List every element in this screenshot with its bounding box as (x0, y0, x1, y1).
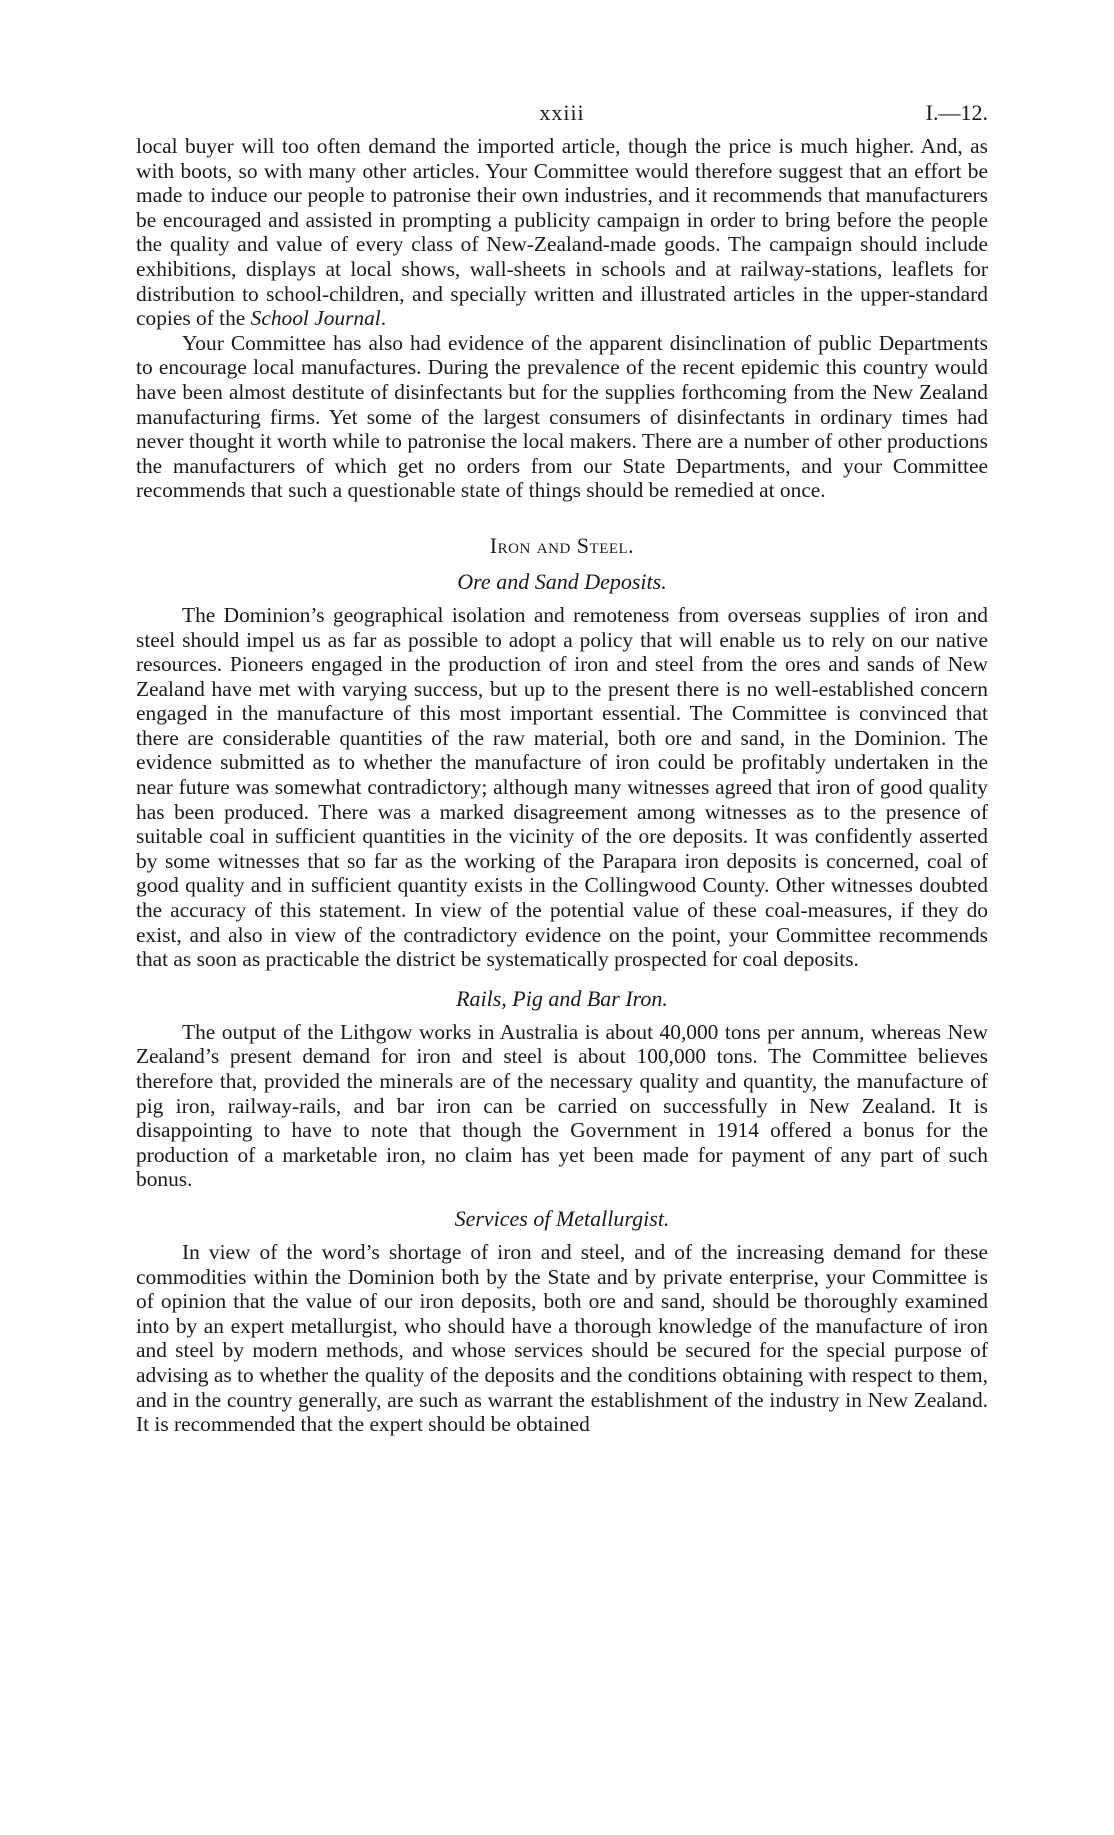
document-page (136, 100, 988, 1437)
subheading-metallurgist: Services of Metallurgist. (454, 1205, 670, 1231)
journal-title: School Journal (250, 306, 381, 331)
paragraph-ore-sand: The Dominion’s geographical isolation and remoteness from overseas supplies of iron and steel should impel us as far as possible to adopt a policy that will enable us to rely on our native resources. Pioneers engaged in the production of iron and steel from the ores and sands of New Zealand have met with varying success, but up to the present there is no well-established concern engaged in the manufacture of this most important essential. The Committee is convinced that there are considerable quantities of the raw material, both ore and sand, in the Dominion. The evidence submitted as to whether the manufacture of iron could be profitably undertaken in the near future was somewhat contradictory; although many witnesses agreed that iron of good quality has been produced. There was a marked disagreement among witnesses as to the presence of suitable coal in sufficient quantities in the vicinity of the ore deposits. It was confidently asserted by some witnesses that so far as the working of the Parapara iron deposits is concerned, coal of good quality and in sufficient quantity exists in the Collingwood County. Other witnesses doubted the accuracy of this statement. In view of the potential value of these coal-measures, if they do exist, and also in view of the contradictory evidence on the point, your Committee recommends that as soon as practicable the district be systematically prospected for coal deposits. (136, 602, 988, 972)
paragraph-end: . (380, 306, 387, 331)
section-heading: Iron and Steel. (489, 532, 635, 558)
subheading-rails: Rails, Pig and Bar Iron. (456, 985, 668, 1011)
paragraph-continued (136, 134, 988, 331)
paragraph-text: local buyer will too often demand the imported article, though the price is much higher. And, as with boots, so with many other articles. Your Committee would therefore suggest that an effort be made to induce our people to patronise their own industries, and it recommends that manufacturers be encouraged and assisted in prompting a publicity campaign in order to bring before the people the quality and value of every class of New-Zealand-made goods. The campaign should include exhibitions, displays at local shows, wall-sheets in schools and at railway-stations, leaflets for distribution to school-children, and specially written and illustrated articles in the upper-standard copies of the (136, 134, 988, 331)
paragraph-rails: The output of the Lithgow works in Australia is about 40,000 tons per annum, whereas New Zealand’s present demand for iron and steel is about 100,000 tons. The Committee believes therefore that, provided the minerals are of the necessary quality and quantity, the manufacture of pig iron, railway-rails, and bar iron can be carried on successfully in New Zealand. It is disappointing to have to note that though the Government in 1914 offered a bonus for the production of a marketable iron, no claim has yet been made for payment of any part of such bonus. (136, 1019, 988, 1192)
paragraph-metallurgist: In view of the word’s shortage of iron and steel, and of the increasing demand for these commodities within the Dominion both by the State and by private enterprise, your Committee is of opinion that the value of our iron deposits, both ore and sand, should be thoroughly examined into by an expert metallurgist, who should have a thorough knowledge of the manufacture of iron and steel by modern methods, and whose services should be secured for the special purpose of advising as to whether the quality of the deposits and the conditions obtaining with respect to them, and in the country generally, are such as warrant the establishment of the industry in New Zealand. It is recommended that the expert should be obtained (136, 1239, 988, 1437)
page-header (136, 100, 988, 134)
paragraph-departments: Your Committee has also had evidence of the apparent disinclination of public Departments to encourage local manufactures. During the prevalence of the recent epidemic this country would have been almost destitute of disinfectants but for the supplies forthcoming from the New Zealand manufacturing firms. Yet some of the largest consumers of disinfectants in ordinary times had never thought it worth while to patronise the local makers. There are a number of other productions the manufacturers of which get no orders from our State Departments, and your Committee recommends that such a questionable state of things should be remedied at once. (136, 330, 988, 503)
subheading-ore-sand: Ore and Sand Deposits. (457, 568, 667, 594)
document-reference: I.—12. (925, 100, 988, 125)
page-number: xxiii (539, 100, 585, 125)
